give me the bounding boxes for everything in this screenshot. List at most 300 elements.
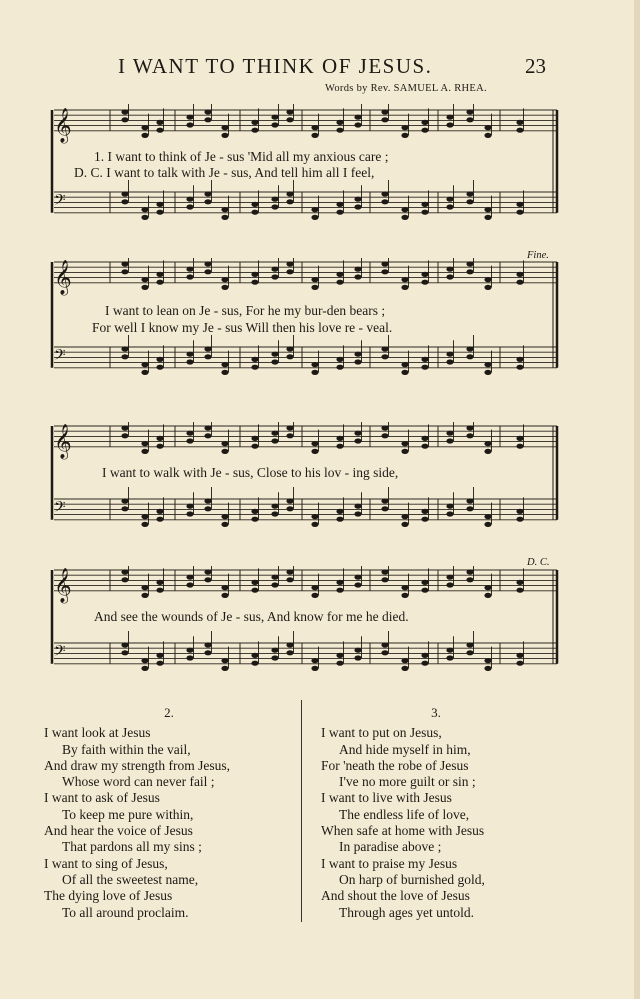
note-head: [204, 261, 211, 266]
note-head: [221, 133, 228, 138]
note-head: [204, 425, 211, 430]
note-head: [251, 580, 258, 585]
note-head: [156, 509, 163, 514]
verse-line: The dying love of Jesus: [44, 888, 173, 904]
note-head: [156, 517, 163, 522]
note-head: [286, 433, 293, 438]
note-head: [516, 588, 523, 593]
note-head: [204, 650, 211, 655]
note-head: [381, 425, 388, 430]
note-head: [421, 444, 428, 449]
treble-clef-icon: 𝄞: [54, 107, 72, 143]
note-head: [516, 444, 523, 449]
note-head: [186, 204, 193, 209]
note-head: [484, 215, 491, 220]
note-head: [484, 207, 491, 212]
note-head: [446, 438, 453, 443]
note-head: [446, 648, 453, 653]
note-head: [466, 199, 473, 204]
note-head: [381, 506, 388, 511]
note-head: [336, 661, 343, 666]
note-head: [421, 653, 428, 658]
note-head: [421, 280, 428, 285]
note-head: [446, 197, 453, 202]
music-system-4: [40, 566, 565, 676]
note-head: [354, 115, 361, 120]
note-head: [156, 120, 163, 125]
note-head: [466, 269, 473, 274]
note-head: [446, 274, 453, 279]
verse-line: In paradise above ;: [339, 839, 442, 855]
note-head: [381, 354, 388, 359]
note-head: [271, 115, 278, 120]
note-head: [401, 362, 408, 367]
hymn-title: I WANT TO THINK OF JESUS.: [118, 54, 433, 78]
note-head: [286, 506, 293, 511]
note-head: [186, 267, 193, 272]
note-head: [141, 215, 148, 220]
note-head: [311, 215, 318, 220]
note-head: [446, 582, 453, 587]
note-head: [446, 352, 453, 357]
note-head: [336, 280, 343, 285]
lyric-line: 1. I want to think of Je - sus 'Mid all my anxious care ;: [94, 149, 389, 164]
note-head: [401, 593, 408, 598]
note-head: [354, 274, 361, 279]
note-head: [381, 498, 388, 503]
note-head: [271, 511, 278, 516]
note-head: [141, 522, 148, 527]
note-head: [484, 277, 491, 282]
note-head: [204, 577, 211, 582]
note-head: [516, 202, 523, 207]
note-head: [186, 575, 193, 580]
note-head: [156, 444, 163, 449]
page-edge: [634, 0, 640, 999]
note-head: [271, 267, 278, 272]
note-head: [286, 261, 293, 266]
note-head: [251, 365, 258, 370]
page-number: 23: [525, 54, 546, 78]
note-head: [466, 261, 473, 266]
note-head: [354, 648, 361, 653]
note-head: [484, 666, 491, 671]
note-head: [311, 370, 318, 375]
note-head: [311, 362, 318, 367]
note-head: [121, 269, 128, 274]
note-head: [446, 511, 453, 516]
note-head: [121, 642, 128, 647]
note-head: [271, 359, 278, 364]
note-head: [311, 658, 318, 663]
verse-line: To keep me pure within,: [62, 806, 194, 822]
note-head: [446, 122, 453, 127]
note-head: [186, 274, 193, 279]
note-head: [311, 514, 318, 519]
note-head: [186, 359, 193, 364]
note-head: [421, 436, 428, 441]
note-head: [401, 585, 408, 590]
lyric-line: I want to lean on Je - sus, For he my bur-den bears ;: [105, 303, 386, 318]
note-head: [311, 125, 318, 130]
note-head: [311, 522, 318, 527]
note-head: [251, 653, 258, 658]
verse-line: I want to sing of Jesus,: [44, 855, 168, 871]
note-head: [156, 588, 163, 593]
note-head: [336, 365, 343, 370]
note-head: [466, 577, 473, 582]
note-head: [484, 133, 491, 138]
note-head: [251, 357, 258, 362]
fine-marking: Fine.: [527, 250, 549, 261]
note-head: [204, 109, 211, 114]
note-head: [421, 580, 428, 585]
note-head: [141, 362, 148, 367]
note-head: [121, 506, 128, 511]
verse-line: I've no more guilt or sin ;: [339, 774, 476, 790]
note-head: [251, 661, 258, 666]
note-head: [186, 504, 193, 509]
note-head: [271, 431, 278, 436]
note-head: [121, 346, 128, 351]
note-head: [381, 346, 388, 351]
note-head: [204, 199, 211, 204]
note-head: [336, 202, 343, 207]
note-head: [354, 575, 361, 580]
note-head: [516, 280, 523, 285]
verse-line: To all around proclaim.: [62, 904, 189, 920]
note-head: [381, 650, 388, 655]
note-head: [141, 658, 148, 663]
note-head: [381, 261, 388, 266]
note-head: [221, 514, 228, 519]
note-head: [186, 431, 193, 436]
note-head: [336, 120, 343, 125]
music-system-2: [40, 258, 565, 388]
note-head: [484, 585, 491, 590]
note-head: [516, 128, 523, 133]
note-head: [271, 655, 278, 660]
note-head: [141, 449, 148, 454]
note-head: [271, 352, 278, 357]
verse-line: Whose word can never fail ;: [62, 774, 215, 790]
note-head: [484, 514, 491, 519]
verse-2: [44, 705, 294, 921]
note-head: [401, 522, 408, 527]
note-head: [141, 285, 148, 290]
note-head: [286, 117, 293, 122]
note-head: [121, 191, 128, 196]
note-head: [286, 650, 293, 655]
note-head: [186, 115, 193, 120]
note-head: [354, 359, 361, 364]
verse-3: [321, 705, 551, 921]
note-head: [141, 585, 148, 590]
note-head: [381, 433, 388, 438]
note-head: [311, 585, 318, 590]
note-head: [311, 277, 318, 282]
note-head: [156, 280, 163, 285]
note-head: [336, 272, 343, 277]
note-head: [336, 517, 343, 522]
note-head: [121, 109, 128, 114]
note-head: [421, 509, 428, 514]
note-head: [141, 441, 148, 446]
note-head: [381, 569, 388, 574]
note-head: [251, 436, 258, 441]
note-head: [221, 285, 228, 290]
note-head: [484, 593, 491, 598]
note-head: [286, 346, 293, 351]
note-head: [221, 370, 228, 375]
note-head: [381, 117, 388, 122]
note-head: [446, 115, 453, 120]
note-head: [484, 370, 491, 375]
note-head: [421, 202, 428, 207]
note-head: [336, 128, 343, 133]
bass-clef-icon: 𝄢: [54, 498, 66, 520]
note-head: [186, 582, 193, 587]
note-head: [186, 655, 193, 660]
note-head: [401, 666, 408, 671]
note-head: [336, 509, 343, 514]
note-head: [484, 362, 491, 367]
note-head: [251, 280, 258, 285]
note-head: [336, 357, 343, 362]
note-head: [466, 191, 473, 196]
verse-line: I want to praise my Jesus: [321, 855, 458, 871]
note-head: [221, 207, 228, 212]
note-head: [354, 267, 361, 272]
note-head: [354, 197, 361, 202]
note-head: [354, 352, 361, 357]
note-head: [251, 128, 258, 133]
note-head: [156, 202, 163, 207]
note-head: [421, 210, 428, 215]
verse-line: For 'neath the robe of Jesus: [321, 757, 469, 773]
note-head: [401, 215, 408, 220]
note-head: [221, 277, 228, 282]
note-head: [516, 661, 523, 666]
note-head: [121, 199, 128, 204]
verse-line: When safe at home with Jesus: [321, 823, 485, 839]
note-head: [311, 441, 318, 446]
note-head: [484, 285, 491, 290]
note-head: [381, 269, 388, 274]
note-head: [204, 117, 211, 122]
treble-clef-icon: 𝄞: [54, 259, 72, 295]
note-head: [421, 365, 428, 370]
note-head: [446, 431, 453, 436]
note-head: [141, 593, 148, 598]
note-head: [421, 272, 428, 277]
note-head: [466, 354, 473, 359]
note-head: [271, 274, 278, 279]
note-head: [466, 498, 473, 503]
note-head: [484, 449, 491, 454]
note-head: [336, 580, 343, 585]
verse-line: I want to put on Jesus,: [321, 725, 442, 741]
note-head: [156, 661, 163, 666]
note-head: [516, 509, 523, 514]
note-head: [221, 666, 228, 671]
note-head: [204, 569, 211, 574]
note-head: [311, 207, 318, 212]
note-head: [286, 642, 293, 647]
note-head: [204, 191, 211, 196]
note-head: [186, 438, 193, 443]
note-head: [381, 191, 388, 196]
note-head: [156, 357, 163, 362]
note-head: [401, 285, 408, 290]
note-head: [354, 582, 361, 587]
note-head: [401, 133, 408, 138]
note-head: [156, 436, 163, 441]
note-head: [271, 582, 278, 587]
note-head: [251, 120, 258, 125]
note-head: [156, 365, 163, 370]
note-head: [354, 511, 361, 516]
note-head: [484, 125, 491, 130]
verse-line: And shout the love of Jesus: [321, 888, 470, 904]
note-head: [271, 122, 278, 127]
note-head: [186, 648, 193, 653]
note-head: [354, 431, 361, 436]
note-head: [221, 449, 228, 454]
note-head: [221, 215, 228, 220]
note-head: [271, 575, 278, 580]
note-head: [466, 506, 473, 511]
treble-clef-icon: 𝄞: [54, 423, 72, 459]
note-head: [516, 517, 523, 522]
note-head: [381, 199, 388, 204]
note-head: [186, 122, 193, 127]
verse-line: And hear the voice of Jesus: [44, 823, 193, 839]
verse-line: I want to live with Jesus: [321, 790, 452, 806]
verse-line: That pardons all my sins ;: [62, 839, 202, 855]
note-head: [204, 498, 211, 503]
note-head: [121, 577, 128, 582]
note-head: [421, 120, 428, 125]
bass-clef-icon: 𝄢: [54, 642, 66, 664]
bass-clef-icon: 𝄢: [54, 346, 66, 368]
note-head: [156, 580, 163, 585]
note-head: [354, 122, 361, 127]
note-head: [286, 498, 293, 503]
note-head: [311, 449, 318, 454]
note-head: [446, 655, 453, 660]
verse-line: And draw my strength from Jesus,: [44, 757, 230, 773]
note-head: [516, 272, 523, 277]
lyric-line: And see the wounds of Je - sus, And know for me he died.: [94, 609, 409, 624]
note-head: [286, 569, 293, 574]
note-head: [271, 438, 278, 443]
note-head: [221, 522, 228, 527]
note-head: [401, 370, 408, 375]
note-head: [516, 580, 523, 585]
note-head: [286, 577, 293, 582]
note-head: [251, 517, 258, 522]
note-head: [204, 269, 211, 274]
music-system-1: [40, 104, 565, 234]
note-head: [466, 117, 473, 122]
note-head: [421, 588, 428, 593]
note-head: [204, 354, 211, 359]
note-head: [401, 125, 408, 130]
note-head: [251, 588, 258, 593]
bass-clef-icon: 𝄢: [54, 191, 66, 213]
note-head: [204, 433, 211, 438]
note-head: [271, 504, 278, 509]
note-head: [121, 261, 128, 266]
note-head: [354, 438, 361, 443]
verse-line: The endless life of love,: [339, 806, 470, 822]
note-head: [141, 370, 148, 375]
note-head: [354, 504, 361, 509]
verse-line: I want to ask of Jesus: [44, 790, 160, 806]
lyric-line: D. C. I want to talk with Je - sus, And tell him all I feel,: [74, 165, 375, 180]
verse-line: I want look at Jesus: [44, 725, 151, 741]
note-head: [271, 197, 278, 202]
note-head: [484, 522, 491, 527]
note-head: [381, 642, 388, 647]
note-head: [121, 117, 128, 122]
note-head: [446, 359, 453, 364]
note-head: [221, 125, 228, 130]
note-head: [141, 207, 148, 212]
note-head: [251, 509, 258, 514]
note-head: [311, 593, 318, 598]
note-head: [381, 109, 388, 114]
words-credit: Words by Rev. SAMUEL A. RHEA.: [325, 83, 487, 94]
note-head: [251, 202, 258, 207]
music-system-3: [40, 422, 565, 532]
note-head: [311, 666, 318, 671]
note-head: [121, 498, 128, 503]
note-head: [401, 514, 408, 519]
note-head: [286, 109, 293, 114]
note-head: [286, 269, 293, 274]
note-head: [204, 642, 211, 647]
note-head: [141, 133, 148, 138]
note-head: [186, 352, 193, 357]
note-head: [421, 357, 428, 362]
note-head: [141, 277, 148, 282]
note-head: [516, 357, 523, 362]
note-head: [251, 444, 258, 449]
column-divider: [301, 700, 302, 922]
note-head: [251, 210, 258, 215]
note-head: [204, 506, 211, 511]
note-head: [446, 204, 453, 209]
note-head: [311, 133, 318, 138]
note-head: [421, 128, 428, 133]
note-head: [286, 191, 293, 196]
note-head: [186, 511, 193, 516]
note-head: [354, 655, 361, 660]
note-head: [381, 577, 388, 582]
note-head: [271, 648, 278, 653]
note-head: [141, 666, 148, 671]
note-head: [121, 425, 128, 430]
lyric-line: I want to walk with Je - sus, Close to his lov - ing side,: [102, 465, 399, 480]
note-head: [484, 658, 491, 663]
note-head: [466, 433, 473, 438]
note-head: [466, 425, 473, 430]
note-head: [336, 210, 343, 215]
note-head: [401, 658, 408, 663]
treble-clef-icon: 𝄞: [54, 567, 72, 603]
